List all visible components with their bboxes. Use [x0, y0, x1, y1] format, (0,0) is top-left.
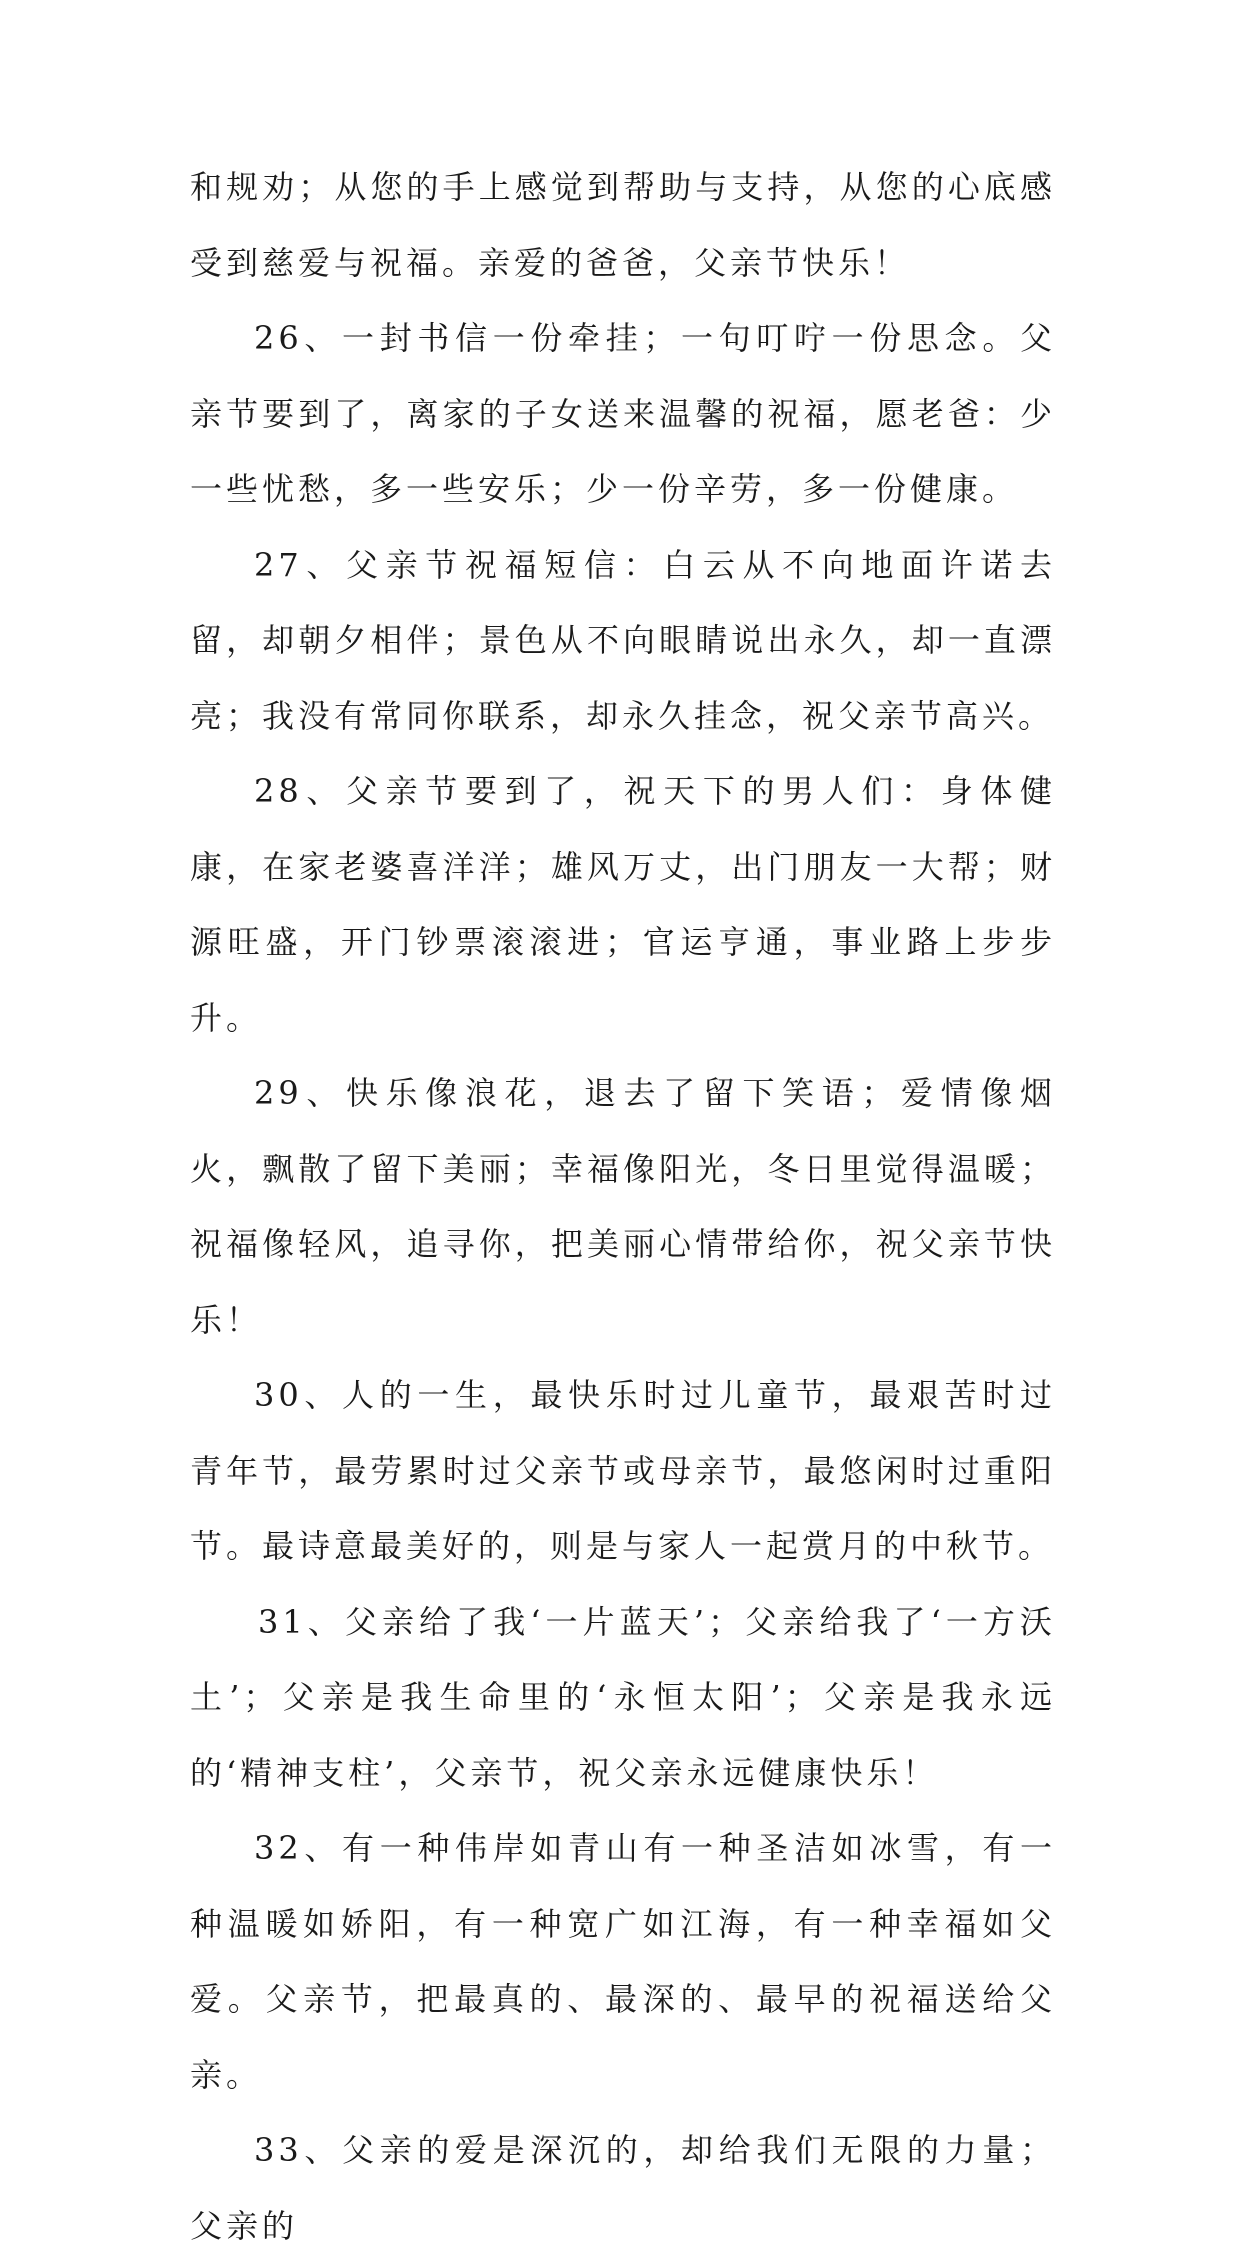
- paragraph-33: 33、父亲的爱是深沉的，却给我们无限的力量；父亲的: [190, 2131, 1056, 2245]
- paragraph-32: 32、有一种伟岸如青山有一种圣洁如冰雪，有一种温暖如娇阳，有一种宽广如江海，有一种幸福如父爱。父亲节，把最真的、最深的、最早的祝福送给父亲。: [190, 1829, 1056, 2094]
- paragraph-29: 29、快乐像浪花，退去了留下笑语；爱情像烟火，飘散了留下美丽；幸福像阳光，冬日里觉得温暖；祝福像轻风，追寻你，把美丽心情带给你，祝父亲节快乐！: [190, 1074, 1056, 1339]
- paragraph-28: 28、父亲节要到了，祝天下的男人们：身体健康，在家老婆喜洋洋；雄风万丈，出门朋友一大帮；财源旺盛，开门钞票滚滚进；官运亨通，事业路上步步升。: [190, 772, 1056, 1037]
- document-body: [190, 150, 1056, 2264]
- paragraph-continued: 和规劝；从您的手上感觉到帮助与支持，从您的心底感受到慈爱与祝福。亲爱的爸爸，父亲节快乐！: [190, 168, 1056, 282]
- paragraph-31: 31、父亲给了我‘一片蓝天’；父亲给我了‘一方沃土’；父亲是我生命里的‘永恒太阳’；父亲是我永远的‘精神支柱’，父亲节，祝父亲永远健康快乐！: [190, 1602, 1056, 1792]
- paragraph-26: 26、一封书信一份牵挂；一句叮咛一份思念。父亲节要到了，离家的子女送来温馨的祝福，愿老爸：少一些忧愁，多一些安乐；少一份辛劳，多一份健康。: [190, 319, 1056, 508]
- paragraph-27: 27、父亲节祝福短信：白云从不向地面许诺去留，却朝夕相伴；景色从不向眼睛说出永久，却一直漂亮；我没有常同你联系，却永久挂念，祝父亲节高兴。: [190, 545, 1056, 735]
- paragraph-30: 30、人的一生，最快乐时过儿童节，最艰苦时过青年节，最劳累时过父亲节或母亲节，最悠闲时过重阳节。最诗意最美好的，则是与家人一起赏月的中秋节。: [190, 1376, 1056, 1565]
